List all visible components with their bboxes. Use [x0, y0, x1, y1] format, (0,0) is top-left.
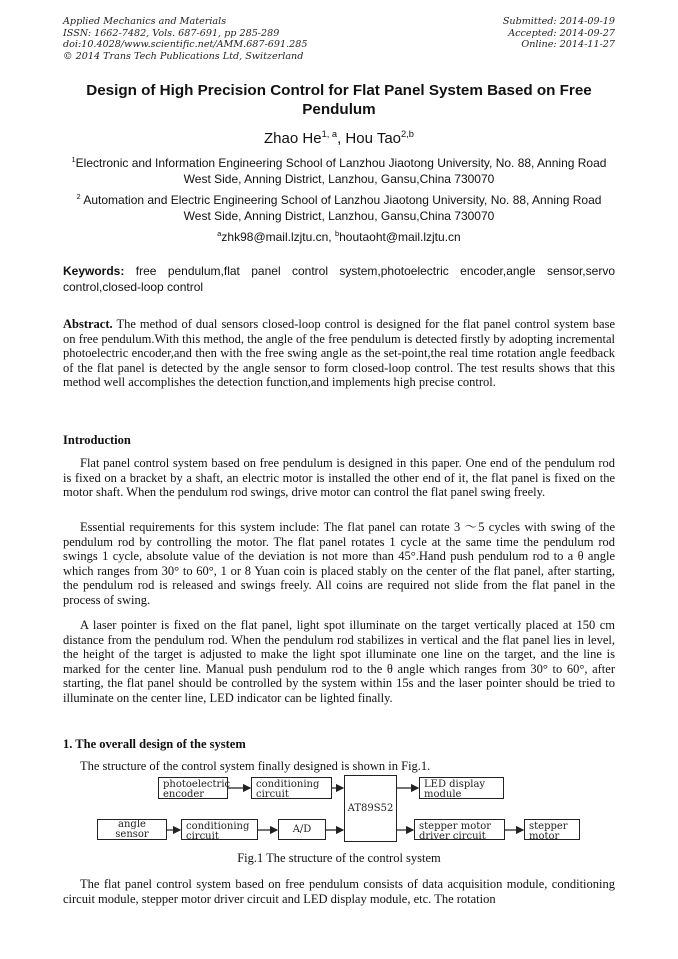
keywords-text: free pendulum,flat panel control system,photoelectric encoder,angle sensor,servo control,closed-loop control	[63, 264, 615, 294]
abstract	[63, 317, 615, 390]
journal-header-left	[63, 16, 307, 62]
accepted-date: Accepted: 2014-09-27	[508, 27, 615, 39]
stepper-motor-line-2: motor	[529, 831, 560, 842]
keywords-label: Keywords:	[63, 264, 125, 278]
figure-1-caption: Fig.1 The structure of the control system	[237, 851, 441, 865]
email-a: zhk98@mail.lzjtu.cn,	[221, 230, 335, 244]
journal-doi: doi:10.4028/www.scientific.net/AMM.687-691.285	[63, 39, 308, 51]
author-1-sup: 1, a	[321, 129, 338, 139]
journal-issn: ISSN: 1662-7482, Vols. 687-691, pp 285-289	[63, 27, 280, 39]
stepper-motor-line-1: stepper	[529, 821, 568, 832]
email-b-sup: b	[334, 229, 340, 238]
affiliation-2-sup: 2	[76, 192, 81, 201]
author-1-name: Zhao He	[264, 130, 322, 147]
online-date: Online: 2014-11-27	[521, 39, 615, 51]
led-display-module-block	[419, 777, 504, 799]
conditioning-top-line-2: circuit	[256, 789, 289, 800]
intro-paragraph-3: A laser pointer is fixed on the flat panel, light spot illuminate on the target vertically placed at 150 cm distance from the pendulum rod. When the pendulum rod stabilizes in vertical and the flat panel lies in level, the height of the target is adjusted to make the light spot illuminate one line on the target, and the line is marked for the center line. Manual push pendulum rod to the θ angle which ranges from 30° to 60°, after starting, the flat panel should be controlled by the system within 15s and the laser pointer should be tried to illuminate on the center line, LED indicator can be lighted finally.	[63, 618, 615, 705]
conditioning-bottom-line-1: conditioning	[186, 821, 250, 832]
section-1-intro: The structure of the control system finally designed is shown in Fig.1.	[80, 759, 431, 773]
stepper-motor-driver-block	[414, 819, 505, 840]
author-emails	[63, 230, 615, 246]
author-separator: ,	[337, 130, 346, 147]
intro-paragraph-2: Essential requirements for this system include: The flat panel can rotate 3 ～5 cycles with swing of the pendulum rod by controlling the motor. The flat panel rotates 1 cycle at the same time the pendulum rod swings 1 cycle, absolute value of the deviation is not more than 45°.Hand push pendulum rod to a θ angle which ranges from 30° to 60°, 1 or 8 Yuan coin is placed stably on the center of the flat panel, after starting, the pendulum rod is released and swings freely. All coins are required not slide from the flat panel in the process of swing.	[63, 520, 615, 607]
author-line	[63, 130, 615, 148]
keywords	[63, 264, 615, 296]
photoelectric-encoder-block	[158, 777, 231, 800]
control-system-diagram	[0, 770, 678, 850]
conditioning-circuit-top-block	[251, 777, 332, 799]
journal-header-right	[503, 16, 615, 51]
affiliation-1-text: Electronic and Information Engineering School of Lanzhou Jiaotong University, No. 88, Anning Road West Side, Anning District, Lanzhou, Gansu,China 730070	[75, 156, 607, 186]
conditioning-top-line-1: conditioning	[256, 779, 320, 790]
intro-paragraph-1: Flat panel control system based on free pendulum is designed in this paper. One end of the pendulum rod is fixed on a bracket by a shaft, an electric motor is installed the other end of it, the flat panel is fixed on the motor shaft. When the pendulum rod swings, drive motor can control the flat panel swing freely.	[63, 456, 615, 499]
ad-converter-block	[278, 819, 326, 840]
author-2-sup: 2,b	[401, 129, 414, 139]
introduction-heading: Introduction	[63, 433, 131, 447]
photoelectric-encoder-line-2: encoder	[163, 789, 205, 800]
stepper-driver-line-1: stepper motor	[419, 821, 492, 832]
angle-sensor-block	[97, 819, 167, 840]
affiliation-2	[63, 193, 615, 224]
section-1-heading: 1. The overall design of the system	[63, 737, 246, 751]
conditioning-circuit-bottom-block	[181, 819, 258, 840]
abstract-text: The method of dual sensors closed-loop control is designed for the flat panel control system base on free pendulum.With this method, the angle of the free pendulum is detected firstly by adopting incremental photoelectric encoder,and then with the free swing angle as the set-point,the real time rotation angle feedback of the flat panel is detected by the angle sensor to form closed-loop control. The test results shows that this method well accomplishes the detection function,and implements high precise control.	[63, 317, 615, 389]
author-2-name: Hou Tao	[345, 130, 402, 147]
affiliation-1-sup: 1	[71, 155, 76, 164]
conditioning-bottom-line-2: circuit	[186, 831, 219, 842]
section-1-paragraph: The flat panel control system based on free pendulum consists of data acquisition module, conditioning circuit module, stepper motor driver circuit and LED display module, etc. The rotation	[63, 877, 615, 906]
mcu-label: AT89S52	[347, 802, 394, 814]
stepper-motor-block	[524, 819, 580, 840]
stepper-driver-line-2: driver circuit	[419, 831, 486, 842]
angle-sensor-label: angle sensor	[115, 818, 149, 840]
paper-title: Design of High Precision Control for Flat Panel System Based on Free Pendulum	[86, 82, 592, 118]
email-a-sup: a	[217, 229, 222, 238]
journal-copyright: © 2014 Trans Tech Publications Ltd, Switzerland	[63, 50, 304, 62]
ad-label: A/D	[292, 823, 312, 835]
journal-name: Applied Mechanics and Materials	[63, 16, 227, 27]
email-b: houtaoht@mail.lzjtu.cn	[339, 230, 461, 244]
photoelectric-encoder-line-1: photoelectric	[163, 779, 231, 790]
led-display-line-1: LED display	[424, 779, 486, 790]
at89s52-mcu-block	[344, 775, 397, 842]
affiliation-2-text: Automation and Electric Engineering School of Lanzhou Jiaotong University, No. 88, Anning Road West Side, Anning District, Lanzhou, Gansu,China 730070	[83, 193, 602, 223]
submitted-date: Submitted: 2014-09-19	[502, 16, 615, 27]
abstract-label: Abstract.	[63, 317, 113, 331]
led-display-line-2: module	[424, 789, 462, 800]
affiliation-1	[63, 156, 615, 187]
